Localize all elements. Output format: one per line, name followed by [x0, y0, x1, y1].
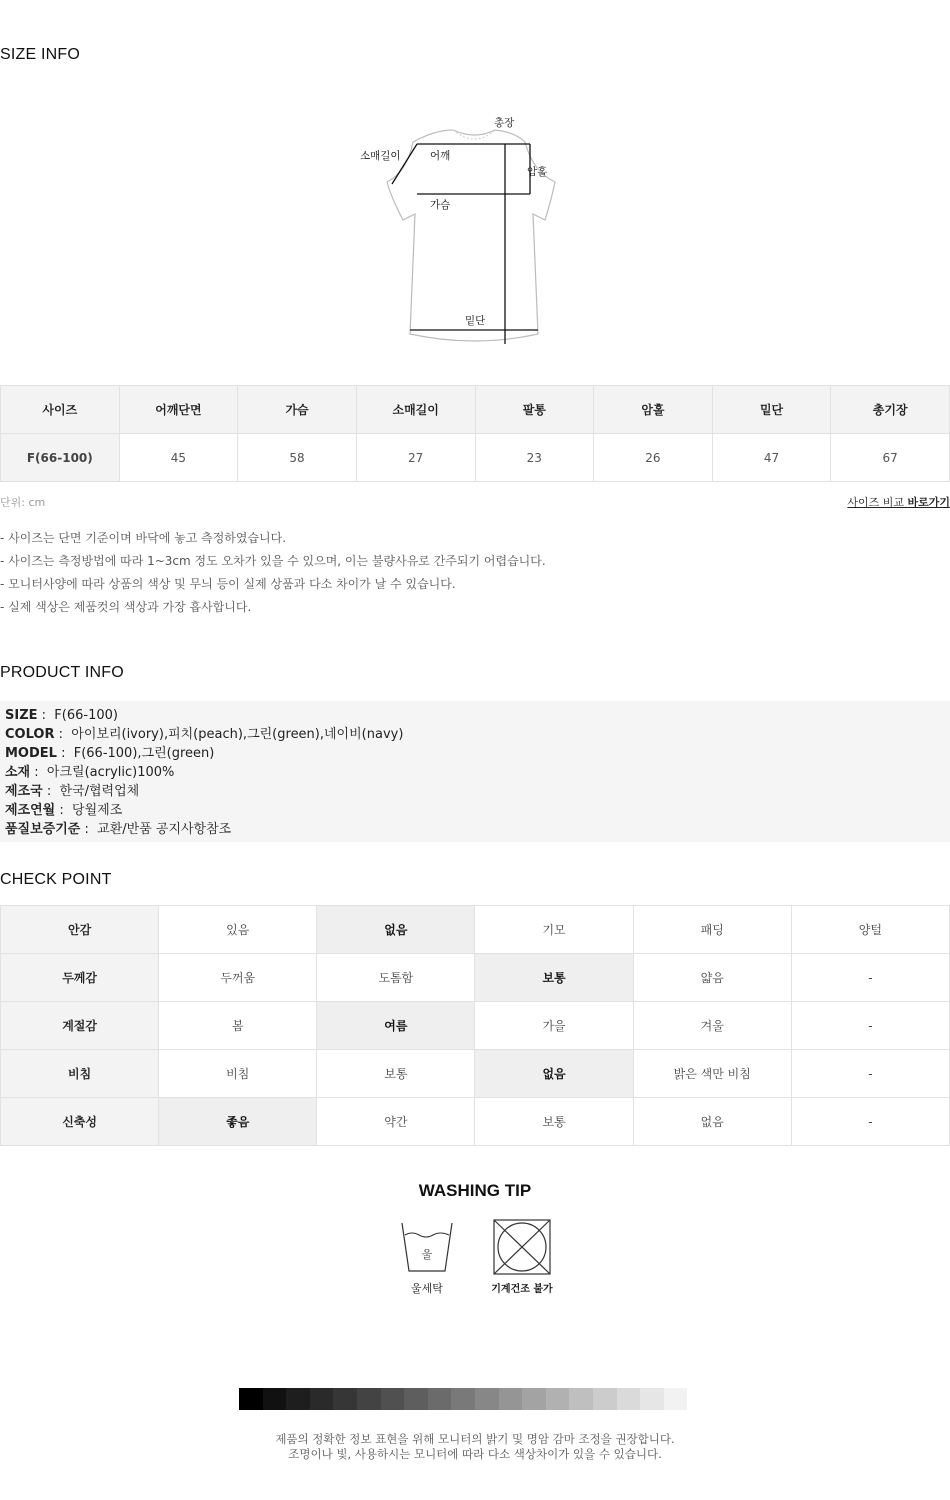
size-compare-link-text: 바로가기 — [907, 496, 950, 509]
check-point-title: CHECK POINT — [0, 871, 112, 888]
label-hem: 밑단 — [465, 315, 486, 327]
size-header-cell: 밑단 — [712, 386, 831, 434]
check-point-table — [0, 905, 950, 1146]
check-option-selected: 여름 — [317, 1002, 475, 1050]
grayscale-swatch — [333, 1388, 357, 1410]
check-label: 비침 — [1, 1050, 159, 1098]
product-info-row: 제조연월 : 당월제조 — [5, 803, 123, 818]
check-option: - — [791, 954, 949, 1002]
check-option: 비침 — [159, 1050, 317, 1098]
size-header-cell: 팔통 — [475, 386, 594, 434]
size-cell: 45 — [119, 434, 238, 482]
product-info-key: 품질보증기준 — [5, 822, 81, 837]
grayscale-swatch — [664, 1388, 688, 1410]
product-info-value: 아이보리(ivory),피치(peach),그린(green),네이비(navy) — [71, 727, 404, 742]
grayscale-swatch — [310, 1388, 334, 1410]
grayscale-swatch — [640, 1388, 664, 1410]
wool-wash-symbol-text: 울 — [421, 1248, 433, 1261]
label-total-length: 총장 — [494, 117, 515, 129]
table-row — [1, 954, 950, 1002]
size-cell: F(66-100) — [1, 434, 120, 482]
monitor-notice-line: 제품의 정확한 정보 표현을 위해 모니터의 밝기 및 명암 감마 조정을 권장합니다. — [275, 1432, 675, 1446]
check-option: - — [791, 1050, 949, 1098]
check-label: 계절감 — [1, 1002, 159, 1050]
check-option: - — [791, 1098, 949, 1146]
product-info-row: MODEL : F(66-100),그린(green) — [5, 746, 215, 761]
grayscale-swatch — [286, 1388, 310, 1410]
check-option: 양털 — [791, 906, 949, 954]
size-compare-prefix: 사이즈 비교 — [847, 496, 908, 509]
washing-tip-title: WASHING TIP — [418, 1181, 532, 1200]
label-chest: 가슴 — [430, 199, 451, 211]
grayscale-swatch — [522, 1388, 546, 1410]
product-info-row: SIZE : F(66-100) — [5, 708, 118, 723]
grayscale-swatch — [263, 1388, 287, 1410]
list-item: - 사이즈는 단면 기준이며 바닥에 놓고 측정하였습니다. — [0, 531, 287, 545]
size-info-title: SIZE INFO — [0, 46, 81, 63]
product-info-title: PRODUCT INFO — [0, 664, 124, 681]
product-info-key: SIZE — [5, 708, 38, 723]
check-option: 겨울 — [633, 1002, 791, 1050]
size-header-cell: 사이즈 — [1, 386, 120, 434]
grayscale-swatch — [569, 1388, 593, 1410]
wash-icon-label: 울세탁 — [411, 1282, 443, 1295]
list-item: - 모니터사양에 따라 상품의 색상 및 무늬 등이 실제 상품과 다소 차이가 날 수 있습니다. — [0, 577, 456, 591]
wash-icon-label: 기계건조 불가 — [491, 1284, 553, 1295]
table-row — [1, 1098, 950, 1146]
grayscale-swatch — [381, 1388, 405, 1410]
product-info-key: 소재 — [5, 765, 31, 780]
product-info-box — [0, 701, 950, 842]
size-notes — [0, 527, 546, 619]
check-label: 두께감 — [1, 954, 159, 1002]
label-sleeve-length: 소매길이 — [360, 150, 401, 162]
wash-icon-item — [482, 1219, 562, 1295]
table-row — [1, 1050, 950, 1098]
check-option: 두꺼움 — [159, 954, 317, 1002]
size-cell: 23 — [475, 434, 594, 482]
check-option: 봄 — [159, 1002, 317, 1050]
label-shoulder: 어깨 — [430, 150, 451, 162]
size-cell: 58 — [238, 434, 357, 482]
grayscale-swatch — [546, 1388, 570, 1410]
check-option: 얇음 — [633, 954, 791, 1002]
check-option: 있음 — [159, 906, 317, 954]
monitor-notice-line: 조명이나 빛, 사용하시는 모니터에 따라 다소 색상차이가 있을 수 있습니다. — [288, 1447, 662, 1461]
check-option: 없음 — [633, 1098, 791, 1146]
table-row — [1, 1002, 950, 1050]
product-info-key: MODEL — [5, 746, 57, 761]
grayscale-swatch — [593, 1388, 617, 1410]
size-header-cell: 소매길이 — [356, 386, 475, 434]
size-table — [0, 385, 950, 482]
grayscale-swatch — [617, 1388, 641, 1410]
size-cell: 67 — [831, 434, 950, 482]
size-header-cell: 가슴 — [238, 386, 357, 434]
check-option: 패딩 — [633, 906, 791, 954]
product-info-value: F(66-100) — [54, 708, 118, 723]
product-info-value: 당월제조 — [72, 803, 123, 818]
monitor-notice — [0, 1432, 950, 1462]
size-header-cell: 어깨단면 — [119, 386, 238, 434]
check-option: 보통 — [317, 1050, 475, 1098]
product-info-row: 소재 : 아크릴(acrylic)100% — [5, 765, 175, 780]
check-option: 밝은 색만 비침 — [633, 1050, 791, 1098]
grayscale-swatch — [451, 1388, 475, 1410]
product-info-value: F(66-100),그린(green) — [73, 746, 215, 761]
wash-icon-item — [387, 1219, 467, 1296]
list-item: - 사이즈는 측정방법에 따라 1~3cm 정도 오차가 있을 수 있으며, 이는 불량사유로 간주되기 어렵습니다. — [0, 554, 546, 568]
product-info-key: 제조연월 — [5, 803, 56, 818]
grayscale-swatch — [499, 1388, 523, 1410]
grayscale-swatch — [357, 1388, 381, 1410]
list-item: - 실제 색상은 제품컷의 색상과 가장 흡사합니다. — [0, 600, 252, 614]
check-label: 신축성 — [1, 1098, 159, 1146]
table-row — [1, 906, 950, 954]
tshirt-diagram-svg — [355, 112, 570, 357]
wool-wash-icon — [399, 1219, 455, 1277]
size-compare-link[interactable] — [847, 494, 950, 510]
size-cell: 47 — [712, 434, 831, 482]
product-info-row: 품질보증기준 : 교환/반품 공지사항참조 — [5, 822, 232, 837]
check-option-selected: 없음 — [475, 1050, 633, 1098]
check-option-selected: 보통 — [475, 954, 633, 1002]
check-option: 기모 — [475, 906, 633, 954]
label-armhole: 암홀 — [527, 166, 548, 178]
check-option-selected: 좋음 — [159, 1098, 317, 1146]
product-info-row: 제조국 : 한국/협력업체 — [5, 784, 140, 799]
check-label: 안감 — [1, 906, 159, 954]
check-option: 약간 — [317, 1098, 475, 1146]
product-info-key: 제조국 — [5, 784, 43, 799]
check-option: 도톰함 — [317, 954, 475, 1002]
size-header-cell: 암홀 — [594, 386, 713, 434]
product-info-value: 아크릴(acrylic)100% — [46, 765, 175, 780]
grayscale-swatch — [239, 1388, 263, 1410]
size-cell: 27 — [356, 434, 475, 482]
grayscale-swatch — [475, 1388, 499, 1410]
table-row — [1, 434, 950, 482]
check-option: 가을 — [475, 1002, 633, 1050]
grayscale-swatch — [687, 1388, 711, 1410]
grayscale-calibration-bar — [239, 1388, 711, 1410]
check-option-selected: 없음 — [317, 906, 475, 954]
grayscale-swatch — [428, 1388, 452, 1410]
check-option: - — [791, 1002, 949, 1050]
garment-measurement-diagram — [355, 112, 570, 357]
grayscale-swatch — [404, 1388, 428, 1410]
check-option: 보통 — [475, 1098, 633, 1146]
size-table-header-row — [1, 386, 950, 434]
size-cell: 26 — [594, 434, 713, 482]
no-tumble-dry-icon — [493, 1219, 551, 1277]
size-header-cell: 총기장 — [831, 386, 950, 434]
unit-label: 단위: cm — [0, 496, 46, 509]
product-info-value: 교환/반품 공지사항참조 — [97, 822, 232, 837]
product-info-row: COLOR : 아이보리(ivory),피치(peach),그린(green),네이비(navy) — [5, 727, 404, 742]
product-info-key: COLOR — [5, 727, 55, 742]
product-info-value: 한국/협력업체 — [59, 784, 140, 799]
